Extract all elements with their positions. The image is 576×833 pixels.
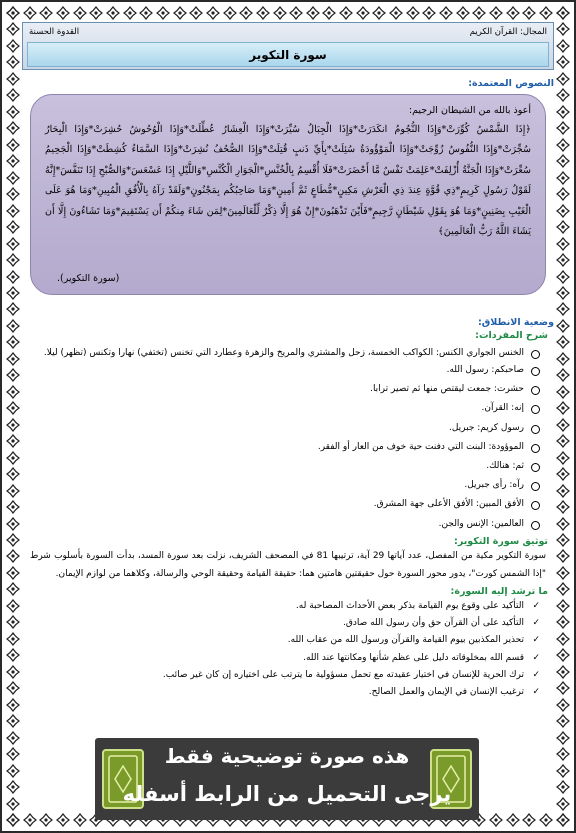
ornament-icon xyxy=(6,237,20,251)
ornament-icon xyxy=(6,632,20,646)
ornament-icon xyxy=(556,599,570,613)
ornament-icon xyxy=(6,648,20,662)
ornament-icon xyxy=(6,220,20,234)
ornament-icon xyxy=(556,105,570,119)
ornament-icon xyxy=(6,187,20,201)
vocab-heading: شرح المفردات: xyxy=(475,330,548,341)
ornament-icon xyxy=(556,418,570,432)
ornament-icon xyxy=(89,6,103,20)
ornament-icon xyxy=(23,813,37,827)
ornament-icon xyxy=(6,549,20,563)
ornament-icon xyxy=(372,6,386,20)
ornament-icon xyxy=(6,615,20,629)
ornament-icon xyxy=(556,632,570,646)
ornament-icon xyxy=(422,6,436,20)
ornament-icon xyxy=(6,72,20,86)
ornament-icon xyxy=(322,6,336,20)
ornament-icon xyxy=(556,533,570,547)
ornament-icon xyxy=(6,171,20,185)
ornament-icon xyxy=(556,582,570,596)
list-item: حشرت: جمعت ليقتص منها ثم تصير ترابا. xyxy=(22,380,540,399)
ornament-icon xyxy=(406,6,420,20)
watermark-line-2: يرجى التحميل من الرابط أسفله xyxy=(122,782,452,806)
document-page xyxy=(22,22,554,811)
list-item: ✓ ترغيب الإنسان في الإيمان والعمل الصالح. xyxy=(22,684,540,701)
ornament-icon xyxy=(556,253,570,267)
ornament-icon xyxy=(6,434,20,448)
list-item: ✓ التأكيد على وقوع يوم القيامة بذكر بعض الأحداث المصاحبة له. xyxy=(22,598,540,615)
ornament-icon xyxy=(556,484,570,498)
ornament-icon xyxy=(6,484,20,498)
ornament-icon xyxy=(56,813,70,827)
ornament-icon xyxy=(556,368,570,382)
ornament-border-left xyxy=(4,6,22,827)
ornament-icon xyxy=(556,39,570,53)
ornament-icon xyxy=(6,764,20,778)
list-item: الأفق المبين: الأفق الأعلى جهة المشرق. xyxy=(22,495,540,514)
ornament-icon xyxy=(539,6,553,20)
ornament-icon xyxy=(556,813,570,827)
ornament-icon xyxy=(556,549,570,563)
ornament-icon xyxy=(6,747,20,761)
ornament-icon xyxy=(6,698,20,712)
ornament-icon xyxy=(6,253,20,267)
ornament-icon xyxy=(156,6,170,20)
ornament-icon xyxy=(556,187,570,201)
ornament-icon xyxy=(6,352,20,366)
ornament-icon xyxy=(556,648,570,662)
ornament-icon xyxy=(456,6,470,20)
ornament-icon xyxy=(6,599,20,613)
lesson-title: سورة التكوير xyxy=(27,42,549,67)
quran-verse: ﴿إِذَا الشَّمْسُ كُوِّرَتْ*وَإِذَا النُّجُومُ انكَدَرَتْ*وَإِذَا الْجِبَالُ سُيِّرَتْ*وَإِذَا الْعِشَارُ عُطِّلَتْ*وَإِذَا الْوُحُوشُ حُشِرَتْ*وَإِذَا الْبِحَارُ سُجِّرَتْ*وَإِذَا النُّفُوسُ زُوِّجَتْ*وَإِذَا الْمَوْؤُودَةُ سُئِلَتْ*بِأَيِّ ذَنبٍ قُتِلَتْ*وَإِذَا الصُّحُفُ نُشِرَتْ*وَإِذَا السَّمَاءُ كُشِطَتْ*وَإِذَا الْجَحِيمُ سُعِّرَتْ*وَإِذَا الْجَنَّةُ أُزْلِفَتْ*عَلِمَتْ نَفْسٌ مَّا أَحْضَرَتْ*فَلَا أُقْسِمُ بِالْخُنَّسِ*الْجَوَارِ الْكُنَّسِ*وَاللَّيْلِ إِذَا عَسْعَسَ*وَالصُّبْحِ إِذَا تَنَفَّسَ*إِنَّهُ لَقَوْلُ رَسُولٍ كَرِيمٍ*ذِي قُوَّةٍ عِندَ ذِي الْعَرْشِ مَكِينٍ*مُّطَاعٍ ثَمَّ أَمِينٍ*وَمَا صَاحِبُكُم بِمَجْنُونٍ*وَلَقَدْ رَآهُ بِالْأُفُقِ الْمُبِينِ*وَمَا هُوَ عَلَى الْغَيْبِ بِضَنِينٍ*وَمَا هُوَ بِقَوْلِ شَيْطَانٍ رَّجِيمٍ*فَأَيْنَ تَذْهَبُونَ*إِنْ هُوَ إِلَّا ذِكْرٌ لِّلْعَالَمِينَ*لِمَن شَاءَ مِنكُمْ أَن يَسْتَقِيمَ*وَمَا تَشَاءُونَ إِلَّا أَن يَشَاءَ اللَّهُ رَبُّ الْعَالَمِينَ﴾ xyxy=(45,124,531,238)
ornament-icon xyxy=(556,451,570,465)
ornament-icon xyxy=(556,401,570,415)
ornament-icon xyxy=(556,286,570,300)
ornament-icon xyxy=(539,813,553,827)
ornament-icon xyxy=(556,302,570,316)
ornament-icon xyxy=(6,138,20,152)
ornament-icon xyxy=(556,55,570,69)
ornament-icon xyxy=(556,204,570,218)
ornament-icon xyxy=(106,6,120,20)
ornament-icon xyxy=(6,39,20,53)
ornament-icon xyxy=(189,6,203,20)
ornament-icon xyxy=(139,6,153,20)
ornament-icon xyxy=(6,533,20,547)
vocab-list xyxy=(22,343,540,534)
ornament-icon xyxy=(6,451,20,465)
ornament-icon xyxy=(6,780,20,794)
ornament-icon xyxy=(556,615,570,629)
ornament-icon xyxy=(6,121,20,135)
ornament-icon xyxy=(6,517,20,531)
ornament-icon xyxy=(556,171,570,185)
ornament-icon xyxy=(6,368,20,382)
list-item: رآه: رأى جبريل. xyxy=(22,476,540,495)
ornament-icon xyxy=(6,813,20,827)
ornament-icon xyxy=(556,319,570,333)
ornament-icon xyxy=(6,286,20,300)
ornament-icon xyxy=(39,6,53,20)
ornament-icon xyxy=(6,467,20,481)
list-item: ✓ قسم الله بمخلوقاته دليل على عظم شأنها ومكانتها عند الله. xyxy=(22,650,540,667)
ornament-icon xyxy=(6,500,20,514)
ornament-border-right xyxy=(554,6,572,827)
ornament-icon xyxy=(356,6,370,20)
ornament-icon xyxy=(6,566,20,580)
ornament-icon xyxy=(73,813,87,827)
list-item: صاحبكم: رسول الله. xyxy=(22,361,540,380)
docs-paragraph: سورة التكوير مكية من المفصل، عدد آياتها 29 آية، ترتيبها 81 في المصحف الشريف، نزلت بعد سورة المسد، بدأت السورة بأسلوب شرط "إذا الشمس كورت"، يدور محور السورة حول حقيقتين هامتين هما: حقيقة القيامة وحقيقة الوحي والرسالة، وكلاهما من لوازم الإيمان. xyxy=(30,550,547,580)
ornament-icon xyxy=(556,121,570,135)
ornament-icon xyxy=(6,204,20,218)
list-item: الموؤودة: البنت التي دفنت حية خوف من العار أو الفقر. xyxy=(22,438,540,457)
ornament-icon xyxy=(556,764,570,778)
texts-heading: النصوص المعتمدة: xyxy=(468,78,554,89)
ornament-icon xyxy=(6,6,20,20)
unit-label: القدوة الحسنة xyxy=(29,27,80,37)
ornament-icon xyxy=(6,335,20,349)
ornament-icon xyxy=(6,665,20,679)
ornament-icon xyxy=(6,319,20,333)
ornament-icon xyxy=(556,270,570,284)
ornament-icon xyxy=(6,302,20,316)
ornament-border-top xyxy=(6,4,570,22)
ornament-icon xyxy=(489,813,503,827)
ornament-icon xyxy=(239,6,253,20)
ornament-icon xyxy=(123,6,137,20)
list-item: العالمين: الإنس والجن. xyxy=(22,515,540,534)
ornament-icon xyxy=(556,500,570,514)
ornament-icon xyxy=(556,220,570,234)
verse-box xyxy=(30,94,546,295)
ornament-icon xyxy=(273,6,287,20)
ornament-icon xyxy=(6,418,20,432)
ornament-icon xyxy=(6,401,20,415)
ornament-icon xyxy=(472,6,486,20)
list-item: ✓ ترك الحرية للإنسان في اختيار عقيدته مع تحمل مسؤولية ما يترتب على اختياره إن كان غير صائب. xyxy=(22,667,540,684)
list-item: ✓ تحذير المكذبين بيوم القيامة والقرآن ورسول الله من عقاب الله. xyxy=(22,632,540,649)
ornament-icon xyxy=(73,6,87,20)
ornament-icon xyxy=(223,6,237,20)
field-label: المجال: القرآن الكريم xyxy=(469,27,547,37)
ornament-icon xyxy=(556,467,570,481)
ornament-icon xyxy=(6,22,20,36)
ornament-icon xyxy=(23,6,37,20)
ornament-icon xyxy=(556,352,570,366)
ornament-icon xyxy=(556,72,570,86)
ornament-icon xyxy=(556,566,570,580)
ornament-icon xyxy=(556,747,570,761)
verse-reference: (سورة التكوير). xyxy=(57,273,120,284)
ornament-icon xyxy=(173,6,187,20)
ornament-icon xyxy=(556,797,570,811)
lesson-header xyxy=(22,22,554,70)
ornament-icon xyxy=(389,6,403,20)
ornament-icon xyxy=(556,780,570,794)
ornament-icon xyxy=(6,105,20,119)
ornament-icon xyxy=(6,88,20,102)
ornament-icon xyxy=(289,6,303,20)
ornament-icon xyxy=(556,22,570,36)
ornament-icon xyxy=(6,681,20,695)
ornament-icon xyxy=(556,154,570,168)
list-item: إنه: القرآن. xyxy=(22,399,540,418)
ornament-icon xyxy=(556,385,570,399)
ornament-icon xyxy=(6,154,20,168)
ornament-icon xyxy=(6,714,20,728)
guide-list xyxy=(22,598,540,702)
ornament-icon xyxy=(6,385,20,399)
ornament-icon xyxy=(556,434,570,448)
ornament-icon xyxy=(56,6,70,20)
ornament-icon xyxy=(522,6,536,20)
ornament-icon xyxy=(489,6,503,20)
ornament-icon xyxy=(306,6,320,20)
ornament-icon xyxy=(556,88,570,102)
ornament-icon xyxy=(6,797,20,811)
ornament-icon xyxy=(522,813,536,827)
ornament-icon xyxy=(556,681,570,695)
ornament-icon xyxy=(6,55,20,69)
ornament-icon xyxy=(556,517,570,531)
ornament-icon xyxy=(39,813,53,827)
ornament-icon xyxy=(256,6,270,20)
watermark-banner xyxy=(95,738,479,820)
ornament-icon xyxy=(556,698,570,712)
watermark-line-1: هذه صورة توضيحية فقط xyxy=(164,744,410,768)
list-item: الخنس الجواري الكنس: الكواكب الخمسة، زحل والمشتري والمريخ والزهرة وعطارد التي تخنس (تختفي) نهارا وتكنس (تظهر) ليلا. xyxy=(22,343,540,361)
ornament-icon xyxy=(6,731,20,745)
ornament-icon xyxy=(556,138,570,152)
list-item: ثم: هنالك. xyxy=(22,457,540,476)
ornament-icon xyxy=(556,237,570,251)
docs-heading: توثيق سورة التكوير: xyxy=(454,535,548,547)
ornament-icon xyxy=(6,270,20,284)
ornament-icon xyxy=(439,6,453,20)
ornament-icon xyxy=(6,582,20,596)
ornament-icon xyxy=(556,665,570,679)
ornament-icon xyxy=(506,813,520,827)
ornament-icon xyxy=(556,731,570,745)
ornament-icon xyxy=(556,6,570,20)
list-item: ✓ التأكيد على أن القرآن حق وأن رسول الله صادق. xyxy=(22,615,540,632)
ornament-icon xyxy=(556,714,570,728)
ornament-icon xyxy=(506,6,520,20)
ornament-icon xyxy=(206,6,220,20)
list-item: رسول كريم: جبريل. xyxy=(22,419,540,438)
istiadha-text: أعوذ بالله من الشيطان الرجيم: xyxy=(408,105,531,116)
ornament-icon xyxy=(556,335,570,349)
ornament-icon xyxy=(339,6,353,20)
situation-heading: وضعية الانطلاق: xyxy=(477,317,554,328)
guide-heading: ما ترشد إليه السورة: xyxy=(450,585,548,597)
